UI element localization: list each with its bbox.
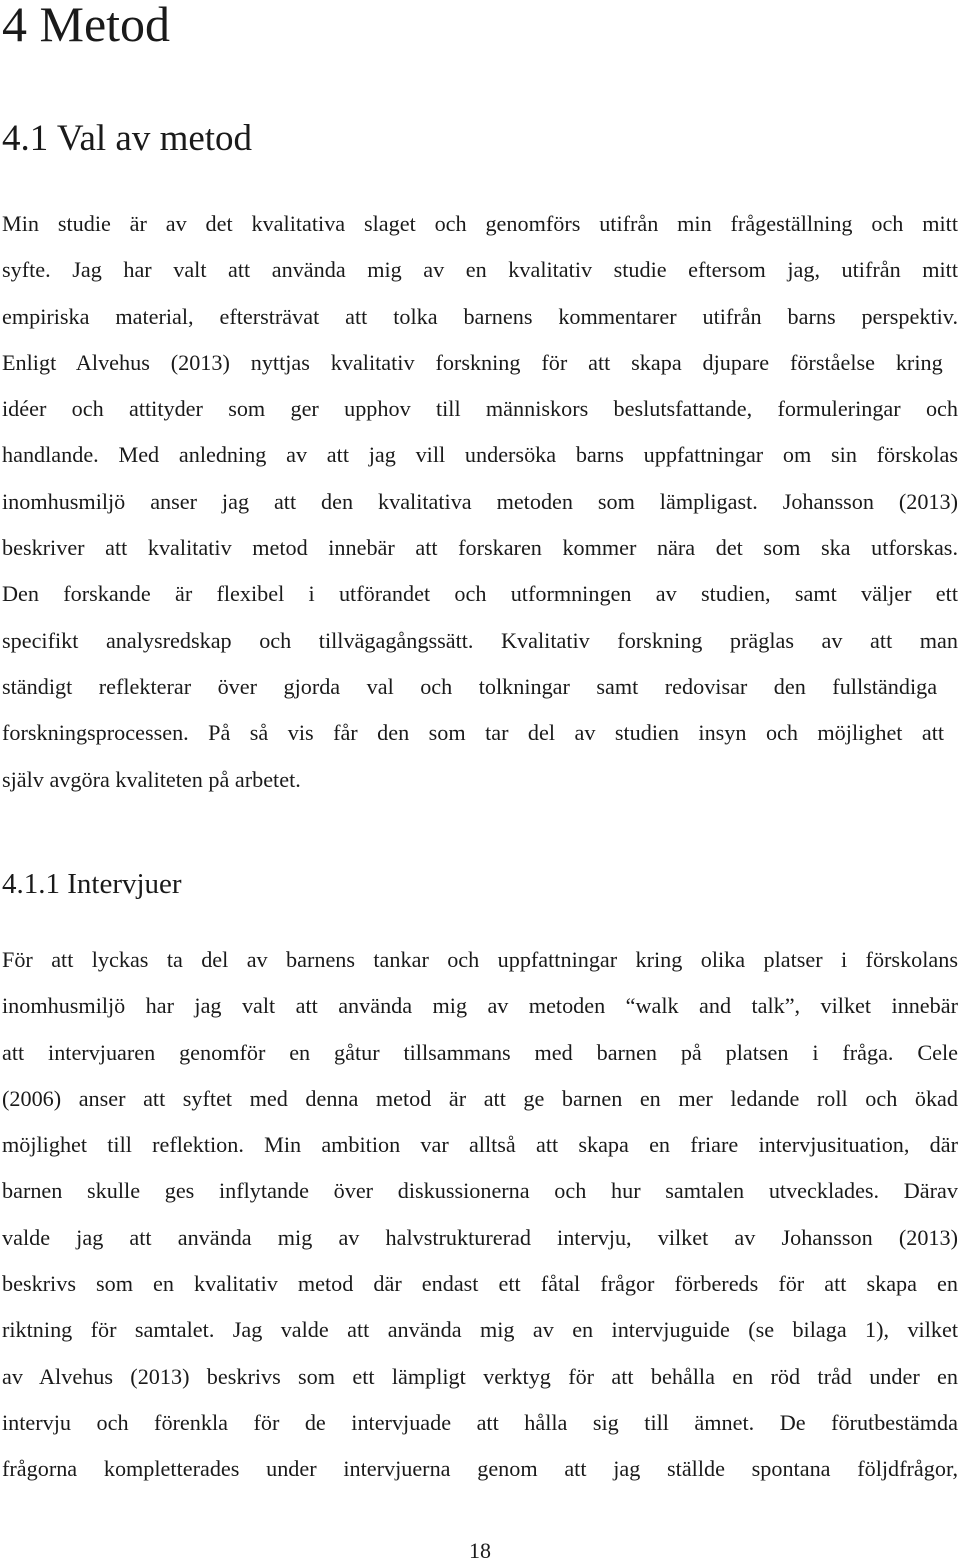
text-line: Min studie är av det kvalitativa slaget och genomförs utifrån min frågeställning och mitt: [2, 211, 958, 236]
paragraph-val-av-metod: [2, 201, 958, 803]
text-line: själv avgöra kvaliteten på arbetet.: [2, 766, 301, 792]
text-line: specifikt analysredskap och tillvägagångssätt. Kvalitativ forskning präglas av att man: [2, 627, 958, 653]
page-number: 18: [469, 1538, 491, 1563]
paragraph-intervjuer: [2, 937, 958, 1493]
text-line: Den forskande är flexibel i utförandet och utformningen av studien, samt väljer ett: [2, 581, 958, 607]
text-line: beskrivs som en kvalitativ metod där endast ett fåtal frågor förbereds för att skapa en: [2, 1271, 958, 1297]
text-line: (2006) anser att syftet med denna metod är att ge barnen en mer ledande roll och ökad: [2, 1085, 958, 1111]
text-line: För att lyckas ta del av barnens tankar och uppfattningar kring olika platser i förskolans: [2, 947, 958, 972]
text-line: idéer och attityder som ger upphov till människors beslutsfattande, formuleringar och: [2, 396, 958, 422]
text-line: intervju och förenkla för de intervjuade att hålla sig till ämnet. De förutbestämda: [2, 1409, 958, 1435]
text-line: möjlighet till reflektion. Min ambition var alltså att skapa en friare intervjusituation, där: [2, 1132, 958, 1158]
text-line: att intervjuaren genomför en gåtur tillsammans med barnen på platsen i fråga. Cele: [2, 1039, 958, 1065]
section-heading: 4.1 Val av metod: [2, 118, 253, 159]
text-line: empiriska material, eftersträvat att tolka barnens kommentarer utifrån barns perspektiv.: [2, 303, 958, 329]
text-line: forskningsprocessen. På så vis får den som tar del av studien insyn och möjlighet att: [2, 720, 945, 746]
text-line: Enligt Alvehus (2013) nyttjas kvalitativ forskning för att skapa djupare förståelse kring: [2, 349, 943, 375]
text-line: riktning för samtalet. Jag valde att använda mig av en intervjuguide (se bilaga 1), vilket: [2, 1317, 958, 1343]
text-line: handlande. Med anledning av att jag vill undersöka barns uppfattningar om sin förskolas: [2, 442, 958, 468]
text-line: barnen skulle ges inflytande över diskussionerna och hur samtalen utvecklades. Därav: [2, 1178, 958, 1204]
chapter-heading: 4 Metod: [2, 0, 171, 52]
text-line: inomhusmiljö har jag valt att använda mig av metoden “walk and talk”, vilket innebär: [2, 993, 958, 1019]
subsection-heading: 4.1.1 Intervjuer: [2, 868, 182, 900]
text-line: syfte. Jag har valt att använda mig av en kvalitativ studie eftersom jag, utifrån mitt: [2, 257, 958, 283]
text-line: frågorna kompletterades under intervjuerna genom att jag ställde spontana följdfrågor,: [2, 1456, 958, 1482]
text-line: beskriver att kvalitativ metod innebär att forskaren kommer nära det som ska utforskas.: [2, 535, 958, 561]
text-line: inomhusmiljö anser jag att den kvalitativa metoden som lämpligast. Johansson (2013): [2, 488, 958, 514]
text-line: ständigt reflekterar över gjorda val och tolkningar samt redovisar den fullständiga: [2, 673, 938, 699]
text-line: valde jag att använda mig av halvstrukturerad intervju, vilket av Johansson (2013): [2, 1224, 958, 1250]
text-line: av Alvehus (2013) beskrivs som ett lämpligt verktyg för att behålla en röd tråd under en: [2, 1363, 958, 1389]
